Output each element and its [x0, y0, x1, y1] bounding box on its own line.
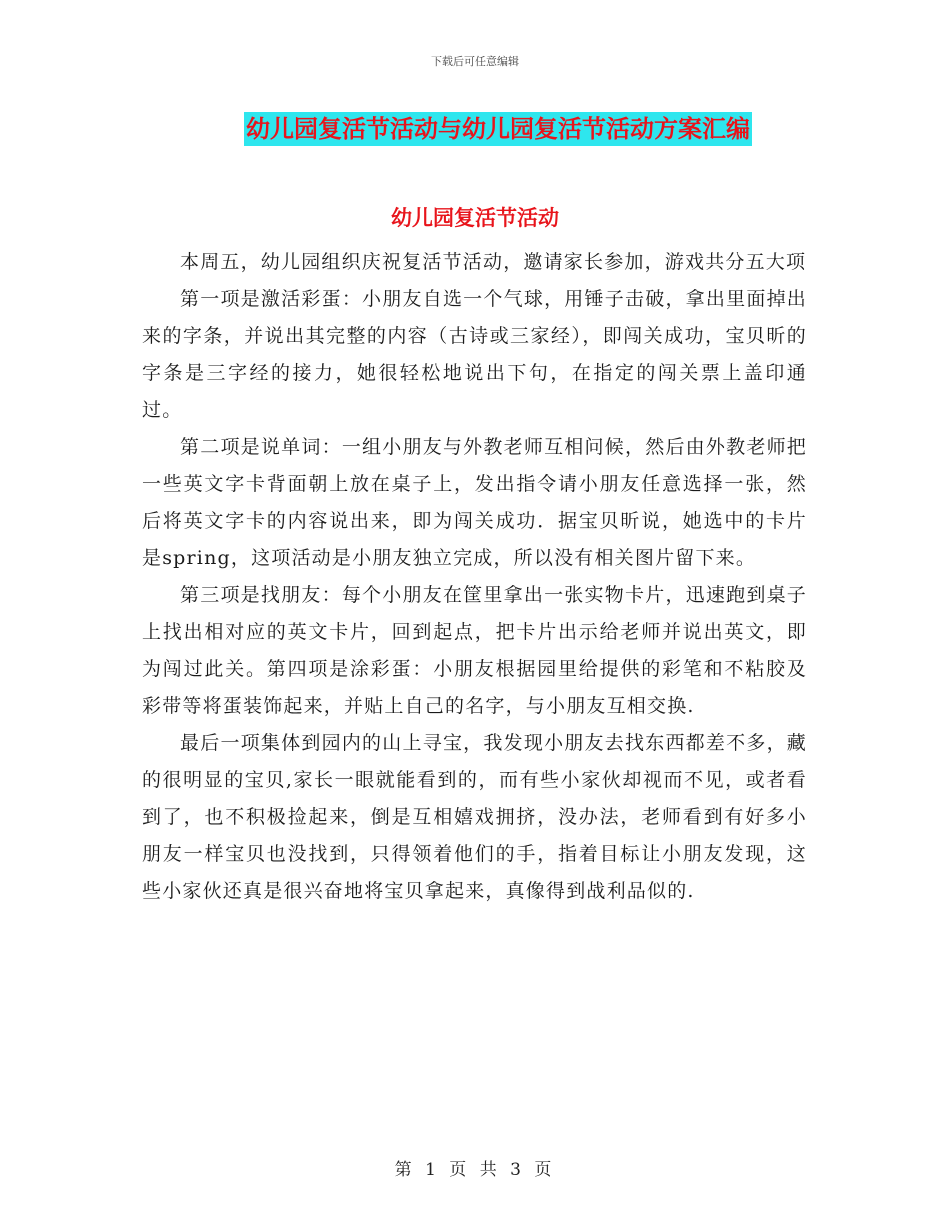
paragraph-final: 最后一项集体到园内的山上寻宝，我发现小朋友去找东西都差不多，藏的很明显的宝贝,家长一眼就能看到的，而有些小家伙却视而不见，或者看到了，也不积极捡起来，倒是互相嬉戏拥挤，没办法，老师看到有好多小朋友一样宝贝也没找到，只得领着他们的手，指着目标让小朋友发现，这些小家伙还真是很兴奋地将宝贝拿起来，真像得到战利品似的.	[142, 732, 807, 902]
main-title-container	[0, 112, 950, 146]
document-body	[142, 244, 807, 910]
paragraph-item-2: 第二项是说单词：一组小朋友与外教老师互相问候，然后由外教老师把一些英文字卡背面朝上放在桌子上，发出指令请小朋友任意选择一张，然后将英文字卡的内容说出来，即为闯关成功．据宝贝昕说，她选中的卡片是spring，这项活动是小朋友独立完成，所以没有相关图片留下来。	[142, 436, 807, 569]
paragraph-intro: 本周五，幼儿园组织庆祝复活节活动，邀请家长参加，游戏共分五大项	[180, 251, 807, 273]
paragraph-item-3-4: 第三项是找朋友：每个小朋友在筐里拿出一张实物卡片，迅速跑到桌子上找出相对应的英文卡片，回到起点，把卡片出示给老师并说出英文，即为闯过此关。第四项是涂彩蛋：小朋友根据园里给提供的彩笔和不粘胶及彩带等将蛋装饰起来，并贴上自己的名字，与小朋友互相交换.	[142, 584, 807, 717]
paragraph-item-1: 第一项是激活彩蛋：小朋友自选一个气球，用锤子击破，拿出里面掉出来的字条，并说出其完整的内容（古诗或三家经），即闯关成功，宝贝昕的字条是三字经的接力，她很轻松地说出下句，在指定的闯关票上盖印通过。	[142, 288, 807, 421]
section-title: 幼儿园复活节活动	[391, 205, 559, 230]
header-note: 下载后可任意编辑	[431, 55, 519, 68]
main-title: 幼儿园复活节活动与幼儿园复活节活动方案汇编	[244, 112, 752, 146]
page-footer: 第 1 页 共 3 页	[394, 1160, 556, 1180]
